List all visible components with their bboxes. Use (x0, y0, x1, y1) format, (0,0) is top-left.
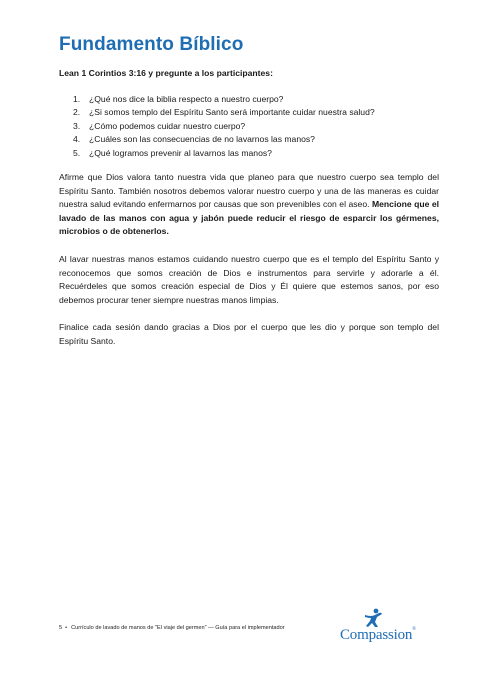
paragraph-affirm-bold: Mencione que el lavado de las manos con agua y jabón puede reducir el riesgo de esparcir los gérmenes, microbios o de obtenerlos. (59, 199, 440, 237)
paragraph-closing: Finalice cada sesión dando gracias a Dios por el cuerpo que les dio y porque son templo del Espíritu Santo. (59, 322, 439, 346)
page-title: Fundamento Bíblico (59, 34, 244, 55)
list-item-text: ¿Qué nos dice la biblia respecto a nuestro cuerpo? (89, 94, 284, 104)
registered-mark: ® (412, 627, 416, 632)
list-item (59, 106, 439, 119)
list-item (59, 133, 439, 146)
footer-text: Currículo de lavado de manos de "El viaje del germen" — Guía para el implementador (71, 625, 285, 631)
list-item-number: 3. (73, 120, 81, 131)
list-item-text: ¿Cómo podemos cuidar nuestro cuerpo? (89, 120, 246, 131)
list-item-number: 1. (73, 94, 81, 104)
paragraph-handwashing: Al lavar nuestras manos estamos cuidando nuestro cuerpo que es el templo del Espíritu Santo y reconocemos que somos creación de Dios e instrumentos para servirle y adorarle a él. Recuérdeles que somos creación especial de Dios y Él quiere que estemos sanos, por eso debemos procurar tener siempre nuestras manos limpias. (59, 254, 439, 305)
child-figure-icon (362, 608, 384, 628)
paragraph-affirm (59, 171, 439, 239)
list-item-text: ¿Qué logramos prevenir al lavarnos las manos? (89, 147, 272, 158)
footer-bullet: • (65, 625, 68, 631)
list-item-number: 5. (73, 147, 81, 158)
list-item (59, 120, 439, 133)
intro-instruction: Lean 1 Corintios 3:16 y pregunte a los participantes: (59, 68, 273, 78)
page-number: 5 (59, 625, 63, 631)
logo-text: Compassion (340, 627, 413, 643)
question-list (59, 93, 439, 160)
compassion-logo (340, 608, 436, 644)
list-item (59, 147, 439, 160)
paragraph-affirm-text: Afirme que Dios valora tanto nuestra vida que planeo para que nuestro cuerpo sea templo del Espíritu Santo. También nosotros debemos valorar nuestro cuerpo y una de las maneras es cuidar nuestra salud evitando enfermarnos por causas que son prevenibles con el aseo. (59, 172, 439, 210)
page-footer (59, 625, 285, 631)
logo-wordmark (340, 627, 416, 644)
list-item-number: 4. (73, 134, 81, 145)
list-item (59, 93, 439, 106)
list-item-text: ¿Cuáles son las consecuencias de no lavarnos las manos? (89, 134, 315, 145)
list-item-number: 2. (73, 107, 81, 118)
list-item-text: ¿Si somos templo del Espíritu Santo será importante cuidar nuestra salud? (89, 107, 375, 118)
